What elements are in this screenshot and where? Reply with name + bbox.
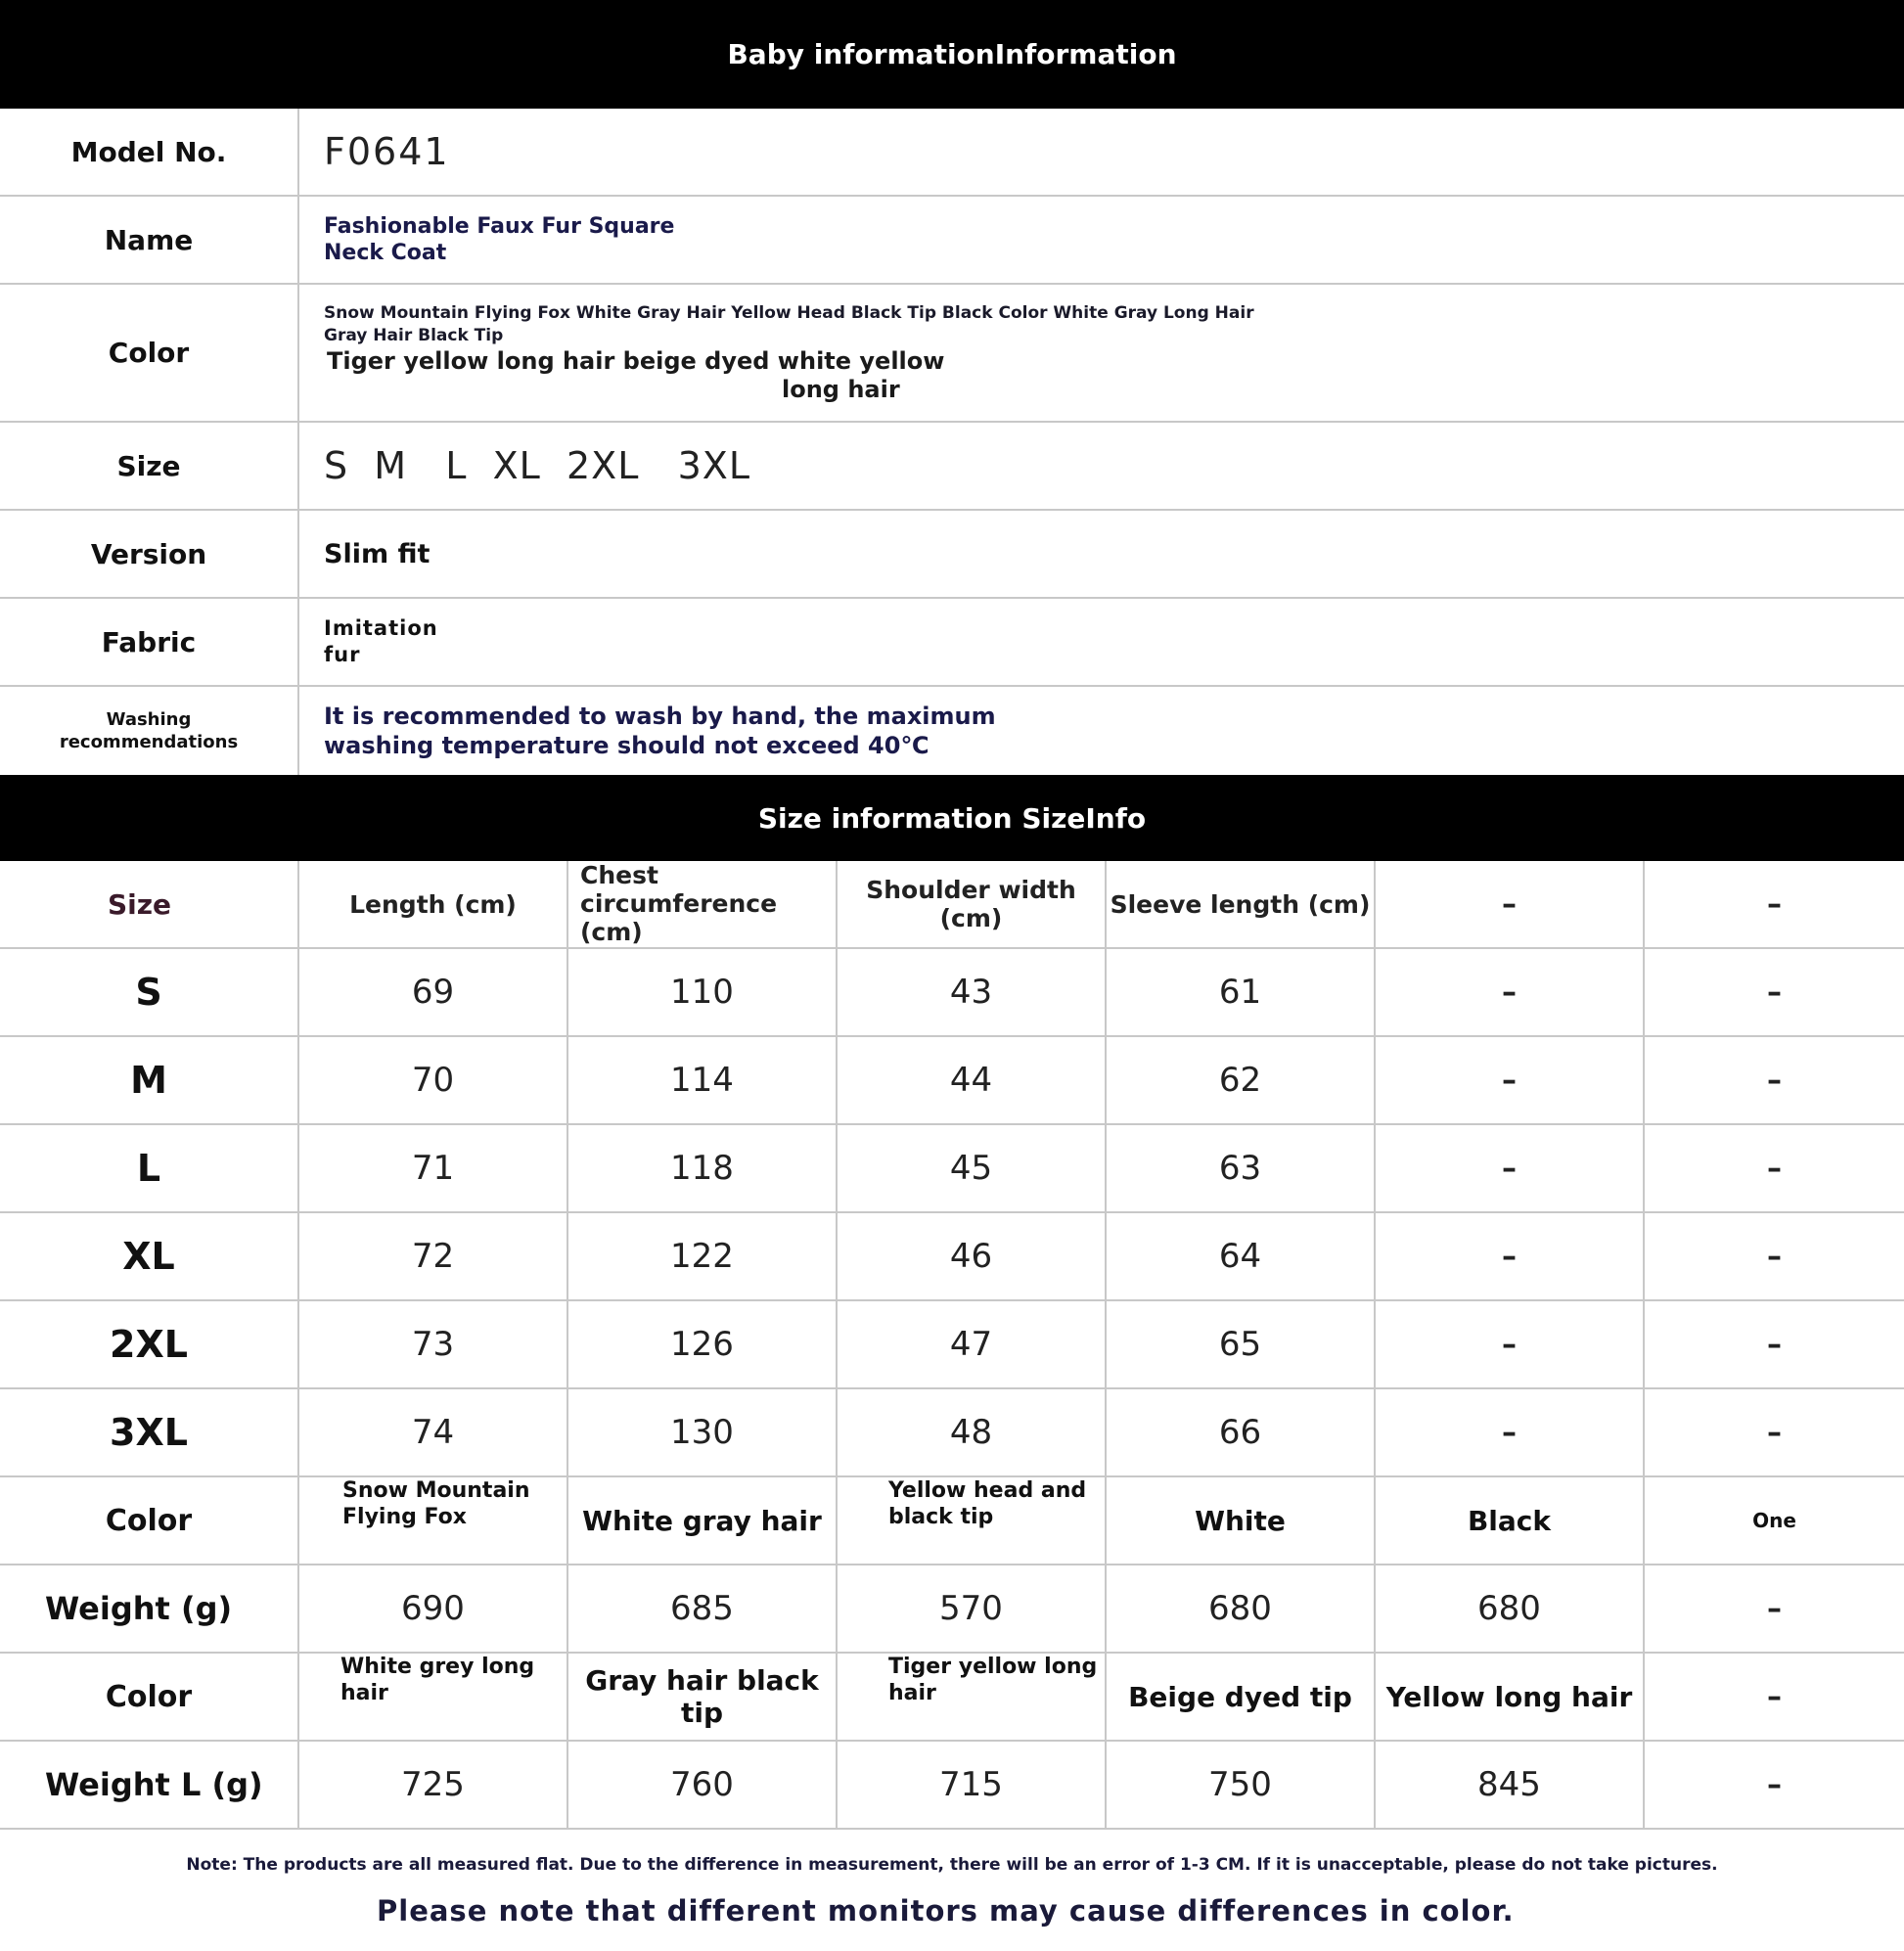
info-row-version [0, 511, 1904, 599]
info-row-washing [0, 687, 1904, 775]
version-value-cell [299, 511, 1904, 597]
color-cell-line: Snow Mountain [342, 1478, 530, 1503]
color-cell: One [1752, 1509, 1796, 1532]
empty-cell: – [1376, 1037, 1645, 1123]
col-header-size: Size [0, 861, 299, 947]
empty-cell: – [1376, 1125, 1645, 1211]
name-value-line: Neck Coat [324, 241, 447, 265]
washing-value-line: washing temperature should not exceed 40℃ [324, 732, 929, 759]
color-options-line: long hair [782, 375, 900, 403]
color-cell-line: Flying Fox [342, 1505, 467, 1529]
table-row [0, 1037, 1904, 1125]
weight-row-label: Weight (g) [0, 1565, 299, 1652]
length-cell: 72 [299, 1213, 568, 1299]
fabric-value-line: Imitation [324, 616, 438, 640]
color-cell: Gray hair black tip [568, 1654, 838, 1740]
sleeve-cell: 61 [1107, 949, 1376, 1035]
weight-cell: 715 [838, 1742, 1107, 1828]
color-note: Please note that different monitors may cause differences in color. [377, 1894, 1515, 1928]
model-value-cell [299, 109, 1904, 195]
length-cell: 70 [299, 1037, 568, 1123]
sleeve-cell: 63 [1107, 1125, 1376, 1211]
weight-row-label: Weight L (g) [0, 1742, 299, 1828]
table-row [0, 1213, 1904, 1301]
empty-cell: – [1767, 1151, 1782, 1186]
weight-cell: 760 [568, 1742, 838, 1828]
color-cell-line: hair [340, 1681, 388, 1705]
model-label: Model No. [0, 109, 299, 195]
col-header-length: Length (cm) [299, 861, 568, 947]
color-cell [838, 1654, 1107, 1740]
color-cell: White [1107, 1477, 1376, 1564]
size-cell: XL [0, 1213, 299, 1299]
size-cell: S [0, 949, 299, 1035]
empty-cell: – [1376, 1301, 1645, 1387]
length-cell: 69 [299, 949, 568, 1035]
shoulder-cell: 44 [838, 1037, 1107, 1123]
size-information-title: Size information SizeInfo [757, 801, 1147, 835]
empty-cell: – [1767, 1239, 1782, 1274]
chest-cell: 110 [568, 949, 838, 1035]
empty-cell: – [1376, 1389, 1645, 1475]
color-value-cell [299, 285, 1904, 421]
col-header-chest [568, 861, 838, 947]
sleeve-cell: 65 [1107, 1301, 1376, 1387]
color-cell: White gray hair [568, 1477, 838, 1564]
color-cell: Yellow long hair [1376, 1654, 1645, 1740]
name-label: Name [0, 197, 299, 283]
chest-cell: 130 [568, 1389, 838, 1475]
weight-cell: 570 [838, 1565, 1107, 1652]
weight-cell: – [1767, 1767, 1782, 1802]
empty-cell: – [1767, 1415, 1782, 1450]
table-row [0, 1389, 1904, 1477]
name-value-cell [299, 197, 1904, 283]
chest-cell: 126 [568, 1301, 838, 1387]
size-cell: L [0, 1125, 299, 1211]
info-row-size [0, 423, 1904, 511]
color-row-label: Color [0, 1654, 299, 1740]
weight-cell: – [1767, 1591, 1782, 1626]
chest-cell: 114 [568, 1037, 838, 1123]
info-row-name [0, 197, 1904, 285]
size-value: S M L XL 2XL 3XL [324, 444, 750, 487]
shoulder-cell: 47 [838, 1301, 1107, 1387]
washing-value-line: It is recommended to wash by hand, the maximum [324, 703, 996, 730]
weight-cell: 680 [1107, 1565, 1376, 1652]
color-cell-line: hair [888, 1681, 936, 1705]
color-cell: – [1767, 1679, 1782, 1714]
info-row-fabric [0, 599, 1904, 687]
weight-row [0, 1565, 1904, 1654]
size-label: Size [0, 423, 299, 509]
color-cell: Beige dyed tip [1107, 1654, 1376, 1740]
col-header-chest-line: Chest circumference [580, 861, 778, 918]
weight-cell: 680 [1376, 1565, 1645, 1652]
color-label: Color [0, 285, 299, 421]
info-row-model [0, 109, 1904, 197]
length-cell: 74 [299, 1389, 568, 1475]
empty-cell: – [1376, 1213, 1645, 1299]
color-cell [838, 1477, 1107, 1564]
length-cell: 73 [299, 1301, 568, 1387]
chest-cell: 122 [568, 1213, 838, 1299]
empty-cell: – [1767, 975, 1782, 1010]
color-cell-line: black tip [888, 1505, 994, 1529]
washing-label-line: recommendations [59, 732, 239, 752]
empty-cell: – [1376, 949, 1645, 1035]
weight-cell: 690 [299, 1565, 568, 1652]
size-value-cell [299, 423, 1904, 509]
col-header-empty: – [1767, 886, 1782, 922]
col-header-chest-line: (cm) [580, 918, 643, 946]
shoulder-cell: 48 [838, 1389, 1107, 1475]
info-row-color [0, 285, 1904, 423]
col-header-sleeve: Sleeve length (cm) [1107, 861, 1376, 947]
color-options-line: Snow Mountain Flying Fox White Gray Hair Yellow Head Black Tip Black Color White Gray Long Hair [324, 302, 1254, 323]
baby-information-header [0, 0, 1904, 109]
weight-cell: 685 [568, 1565, 838, 1652]
shoulder-cell: 46 [838, 1213, 1107, 1299]
color-row-label: Color [0, 1477, 299, 1564]
col-header-shoulder: Shoulder width (cm) [838, 861, 1107, 947]
chest-cell: 118 [568, 1125, 838, 1211]
size-cell: 2XL [0, 1301, 299, 1387]
color-cell-line: Yellow head and [888, 1478, 1087, 1503]
color-row [0, 1477, 1904, 1565]
weight-row [0, 1742, 1904, 1830]
fabric-value-line: fur [324, 643, 361, 666]
washing-label-line: Washing [106, 709, 192, 730]
version-value: Slim fit [324, 538, 431, 569]
washing-label [0, 687, 299, 775]
color-cell: Black [1376, 1477, 1645, 1564]
color-options-line: Gray Hair Black Tip [324, 325, 504, 345]
shoulder-cell: 45 [838, 1125, 1107, 1211]
color-row [0, 1654, 1904, 1742]
sleeve-cell: 66 [1107, 1389, 1376, 1475]
table-row [0, 949, 1904, 1037]
table-row [0, 1301, 1904, 1389]
weight-cell: 750 [1107, 1742, 1376, 1828]
fabric-label: Fabric [0, 599, 299, 685]
color-cell-line: Tiger yellow long [888, 1655, 1098, 1679]
shoulder-cell: 43 [838, 949, 1107, 1035]
washing-value-cell [299, 687, 1904, 775]
measurement-note: Note: The products are all measured flat. Due to the difference in measurement, there will be an error of 1-3 CM. If it is unacceptable, please do not take pictures. [186, 1855, 1718, 1875]
sleeve-cell: 62 [1107, 1037, 1376, 1123]
length-cell: 71 [299, 1125, 568, 1211]
size-cell: 3XL [0, 1389, 299, 1475]
color-options-line: Tiger yellow long hair beige dyed white yellow [327, 346, 945, 375]
baby-information-title: Baby informationInformation [727, 38, 1177, 70]
weight-cell: 845 [1376, 1742, 1645, 1828]
size-information-header [0, 775, 1904, 861]
weight-cell: 725 [299, 1742, 568, 1828]
color-cell [299, 1477, 568, 1564]
size-table-header-row [0, 861, 1904, 949]
sleeve-cell: 64 [1107, 1213, 1376, 1299]
table-row [0, 1125, 1904, 1213]
fabric-value-cell [299, 599, 1904, 685]
size-cell: M [0, 1037, 299, 1123]
name-value-line: Fashionable Faux Fur Square [324, 214, 675, 239]
empty-cell: – [1767, 1327, 1782, 1362]
col-header-empty: – [1376, 861, 1645, 947]
version-label: Version [0, 511, 299, 597]
empty-cell: – [1767, 1063, 1782, 1098]
color-cell [299, 1654, 568, 1740]
model-value: F0641 [324, 130, 450, 173]
color-cell-line: White grey long [340, 1655, 535, 1679]
